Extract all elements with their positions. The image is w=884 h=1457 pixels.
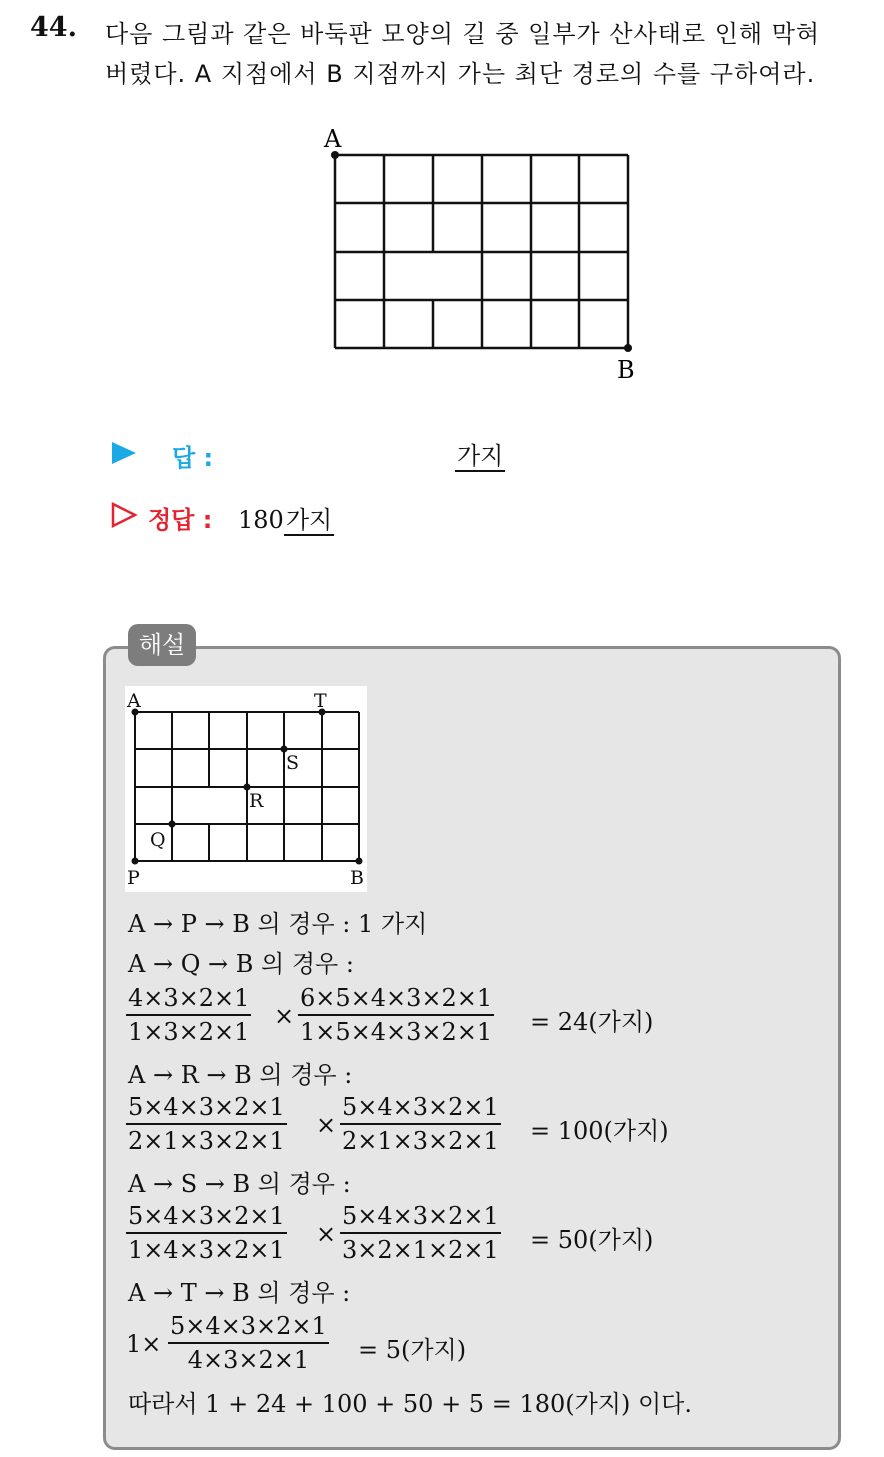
q-f1-den: 1×3×2×1 [128, 1018, 250, 1046]
t-f-num: 5×4×3×2×1 [170, 1312, 327, 1340]
q-f1-num: 4×3×2×1 [128, 984, 250, 1012]
q-result: = 24(가지) [530, 1008, 654, 1036]
t-result: = 5(가지) [358, 1336, 467, 1364]
t-fraction [168, 1312, 329, 1374]
r-f2-den: 2×1×3×2×1 [342, 1127, 499, 1155]
case-r: A → R → B 의 경우 : [128, 1061, 353, 1089]
point-b [624, 344, 632, 352]
question-text-line2: 버렸다. A 지점에서 B 지점까지 가는 최단 경로의 수를 구하여라. [105, 60, 816, 88]
grid-figure [320, 120, 650, 390]
r-f1-num: 5×4×3×2×1 [128, 1093, 285, 1121]
r-times: × [316, 1111, 337, 1139]
q-f2-num: 6×5×4×3×2×1 [300, 984, 493, 1012]
answer-unit: 가지 [457, 442, 504, 470]
sol-label-t: T [314, 690, 327, 712]
q-f2-den: 1×5×4×3×2×1 [300, 1018, 493, 1046]
q-fraction-2 [298, 984, 494, 1046]
label-b: B [617, 356, 635, 384]
q-fraction-1 [126, 984, 251, 1046]
r-f1-den: 2×1×3×2×1 [128, 1127, 285, 1155]
sol-label-b: B [350, 867, 364, 889]
case-q: A → Q → B 의 경우 : [128, 950, 354, 978]
solution-grid-figure [125, 686, 367, 892]
correct-answer [238, 500, 334, 535]
r-f2-num: 5×4×3×2×1 [342, 1093, 499, 1121]
correct-answer-unit: 가지 [285, 506, 333, 534]
case-t: A → T → B 의 경우 : [128, 1279, 351, 1307]
conclusion: 따라서 1 + 24 + 100 + 50 + 5 = 180(가지) 이다. [128, 1390, 692, 1418]
solution-tab: 해설 [128, 624, 196, 666]
s-result: = 50(가지) [530, 1226, 654, 1254]
case-p: A → P → B 의 경우 : 1 가지 [128, 910, 428, 938]
sol-label-r: R [249, 790, 264, 812]
s-fraction-2 [340, 1202, 501, 1264]
answer-label: 답 : [172, 444, 214, 472]
correct-answer-value: 180 [238, 506, 284, 534]
label-a: A [324, 125, 342, 153]
question-text-line1: 다음 그림과 같은 바둑판 모양의 길 중 일부가 산사태로 인해 막혀 [105, 20, 821, 48]
sol-label-a: A [127, 690, 141, 712]
answer-arrow-icon [110, 440, 138, 470]
case-s: A → S → B 의 경우 : [128, 1170, 351, 1198]
sol-label-s: S [286, 752, 300, 774]
question-number: 44. [30, 12, 77, 43]
t-prefix: 1× [126, 1330, 162, 1358]
q-times: × [274, 1002, 295, 1030]
correct-answer-label: 정답 : [148, 506, 213, 534]
r-fraction-2 [340, 1093, 501, 1155]
sol-label-p: P [127, 867, 140, 889]
s-f1-den: 1×4×3×2×1 [128, 1236, 285, 1264]
s-times: × [316, 1220, 337, 1248]
s-f1-num: 5×4×3×2×1 [128, 1202, 285, 1230]
r-result: = 100(가지) [530, 1117, 669, 1145]
s-f2-den: 3×2×1×2×1 [342, 1236, 499, 1264]
s-fraction-1 [126, 1202, 287, 1264]
s-f2-num: 5×4×3×2×1 [342, 1202, 499, 1230]
r-fraction-1 [126, 1093, 287, 1155]
correct-arrow-icon [110, 501, 138, 533]
sol-label-q: Q [150, 829, 166, 851]
answer-blank[interactable] [455, 436, 505, 471]
t-f-den: 4×3×2×1 [187, 1346, 310, 1374]
